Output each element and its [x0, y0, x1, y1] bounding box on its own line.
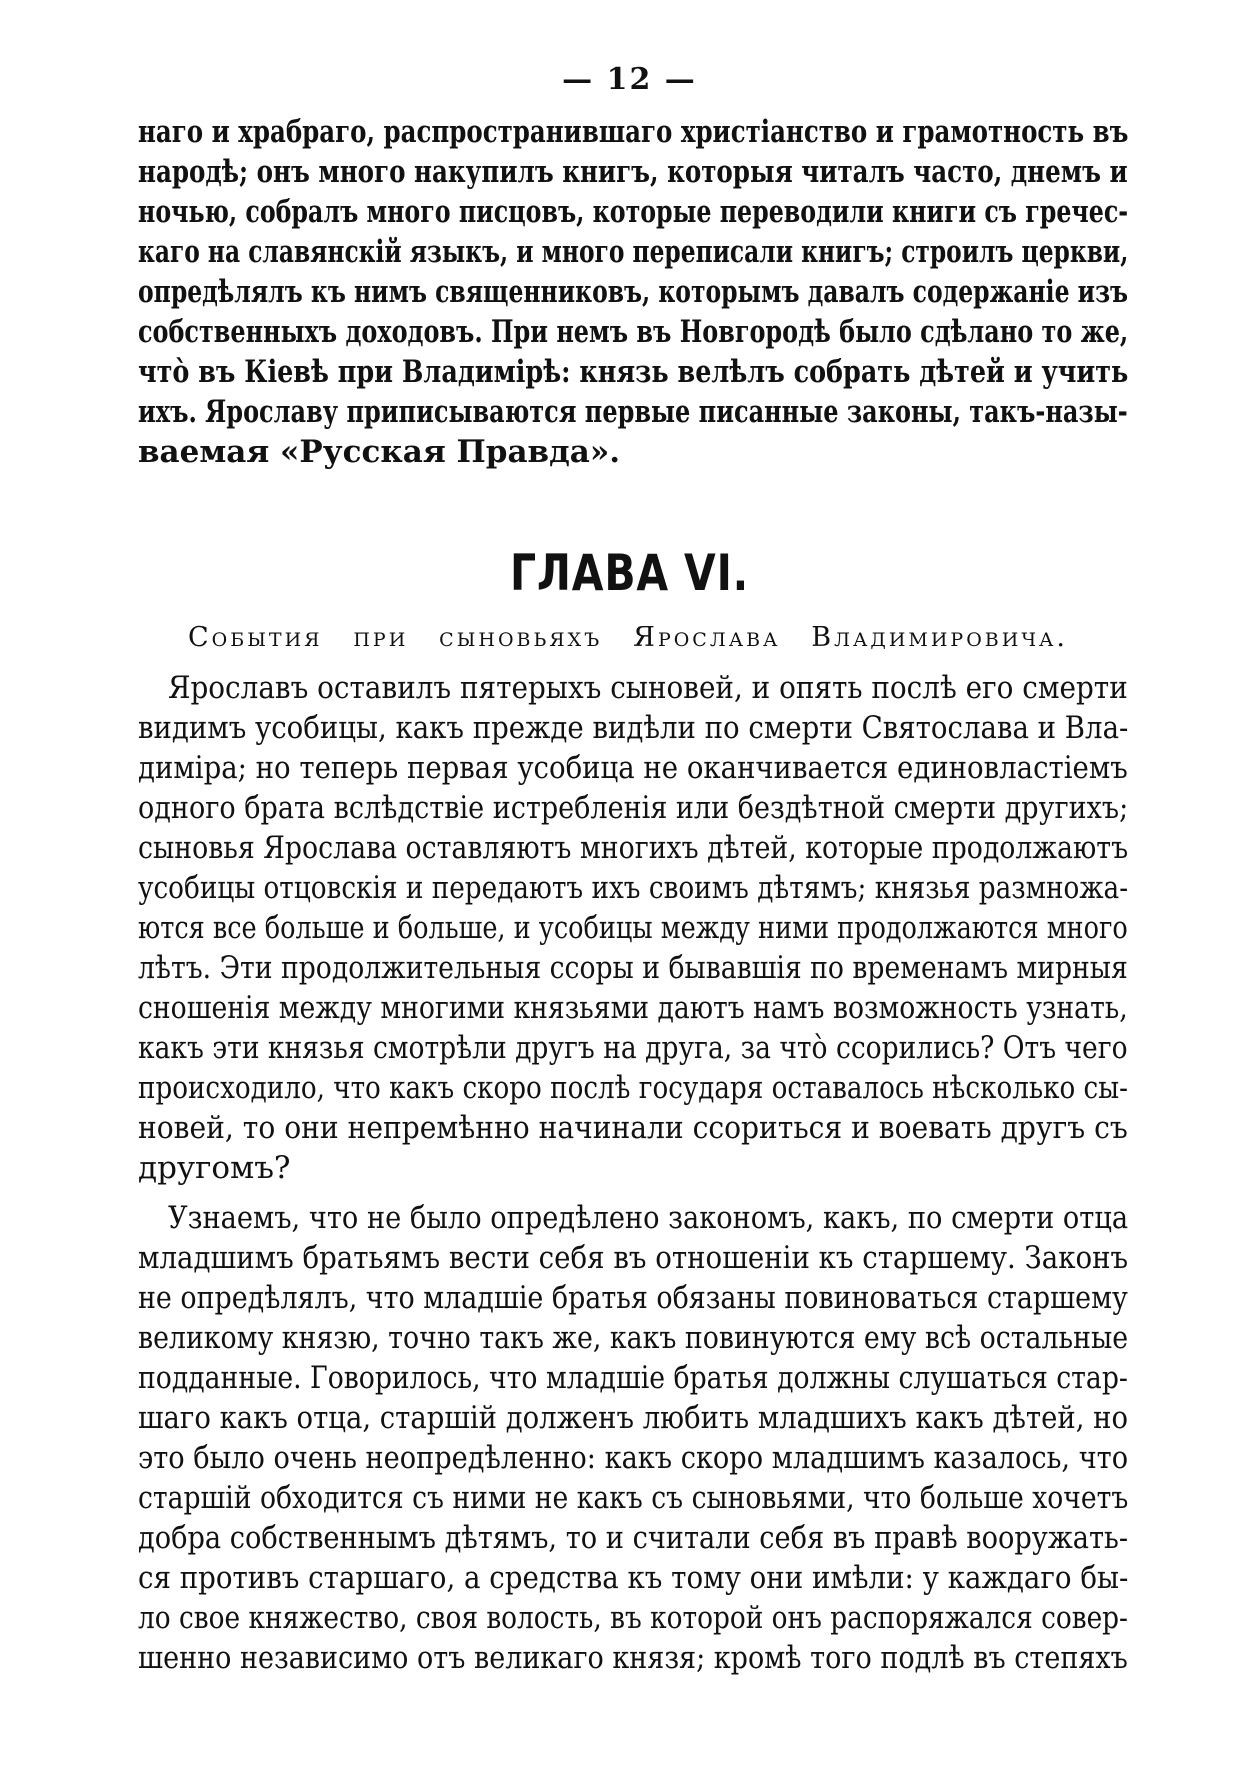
paragraph-3-line: ло свое княжество, своя волость, въ которой онъ распоряжался совер-	[138, 1600, 1128, 1636]
paragraph-3-line: старшій обходится съ ними не какъ съ сыновьями, что больше хочетъ	[138, 1480, 1129, 1516]
paragraph-1-line: ихъ. Ярославу приписываются первые писанные законы, такъ-назы-	[138, 394, 1128, 430]
paragraph-3-line: великому князю, точно такъ же, какъ повинуются ему всѣ остальные	[138, 1320, 1129, 1356]
paragraph-2-line: Ярославъ оставилъ пятерыхъ сыновей, и опять послѣ его смерти	[168, 670, 1128, 706]
paragraph-1-line: народѣ; онъ много накупилъ книгъ, которыя читалъ часто, днемъ и	[138, 154, 1128, 190]
paragraph-2-line: усобицы отцовскія и передаютъ ихъ своимъ дѣтямъ; князья размножа-	[138, 870, 1129, 906]
page-number: — 12 —	[562, 62, 697, 97]
paragraph-2-line: лѣтъ. Эти продолжительныя ссоры и бывавшія по временамъ мирныя	[138, 950, 1128, 986]
chapter-title: ГЛАВА VI.	[509, 544, 750, 602]
paragraph-3-line: Узнаемъ, что не было опредѣлено закономъ, какъ, по смерти отца	[168, 1200, 1129, 1236]
paragraph-2-line: диміра; но теперь первая усобица не оканчивается единовластіемъ	[138, 750, 1128, 786]
paragraph-1-line: каго на славянскій языкъ, и много переписали книгъ; строилъ церкви,	[138, 234, 1129, 270]
paragraph-1-line: собственныхъ доходовъ. При немъ въ Новгородѣ было сдѣлано то же,	[138, 314, 1129, 350]
paragraph-3-line: добра собственнымъ дѣтямъ, то и считали себя въ правѣ вооружать-	[138, 1520, 1129, 1556]
paragraph-3-line: шаго какъ отца, старшій долженъ любить младшихъ какъ дѣтей, но	[138, 1400, 1129, 1436]
paragraph-2-line: одного брата вслѣдствіе истребленія или бездѣтной смерти другихъ;	[138, 790, 1129, 826]
paragraph-1-line: опредѣлялъ къ нимъ священниковъ, которымъ давалъ содержаніе изъ	[138, 274, 1129, 310]
paragraph-3-line: это было очень неопредѣленно: какъ скоро младшимъ казалось, что	[138, 1440, 1129, 1476]
chapter-subtitle: События при сыновьяхъ Ярослава Владимировича.	[188, 622, 1068, 653]
paragraph-3-line: подданные. Говорилось, что младшіе братья должны слушаться стар-	[138, 1360, 1128, 1396]
paragraph-2-line: какъ эти князья смотрѣли другъ на друга, за что̀ ссорились? Отъ чего	[138, 1030, 1128, 1066]
paragraph-1-line: что̀ въ Кіевѣ при Владимірѣ: князь велѣлъ собрать дѣтей и учить	[138, 354, 1129, 390]
paragraph-3-line: шенно независимо отъ великаго князя; кромѣ того подлѣ въ степяхъ	[138, 1640, 1128, 1676]
paragraph-2-line: видимъ усобицы, какъ прежде видѣли по смерти Святослава и Вла-	[138, 710, 1129, 746]
paragraph-2-line: происходило, что какъ скоро послѣ государя оставалось нѣсколько сы-	[138, 1070, 1128, 1106]
paragraph-2-line: ются все больше и больше, и усобицы между ними продолжаются много	[138, 910, 1128, 946]
paragraph-2-line: новей, то они непремѣнно начинали ссориться и воевать другъ съ	[138, 1110, 1128, 1146]
paragraph-1-line: ваемая «Русская Правда».	[138, 434, 620, 470]
paragraph-2-line: сыновья Ярослава оставляютъ многихъ дѣтей, которые продолжаютъ	[138, 830, 1129, 866]
paragraph-1-line: наго и храбраго, распространившаго христіанство и грамотность въ	[138, 114, 1129, 150]
paragraph-3-line: младшимъ братьямъ вести себя въ отношеніи къ старшему. Законъ	[138, 1240, 1129, 1276]
paragraph-3-line: ся противъ старшаго, а средства къ тому они имѣли: у каждаго бы-	[138, 1560, 1129, 1596]
paragraph-2-line: другомъ?	[138, 1150, 291, 1186]
paragraph-3-line: не опредѣлялъ, что младшіе братья обязаны повиноваться старшему	[138, 1280, 1128, 1316]
paragraph-2-line: сношенія между многими князьями даютъ намъ возможность узнать,	[138, 990, 1128, 1026]
paragraph-1-line: ночью, собралъ много писцовъ, которые переводили книги съ гречес-	[138, 194, 1129, 230]
